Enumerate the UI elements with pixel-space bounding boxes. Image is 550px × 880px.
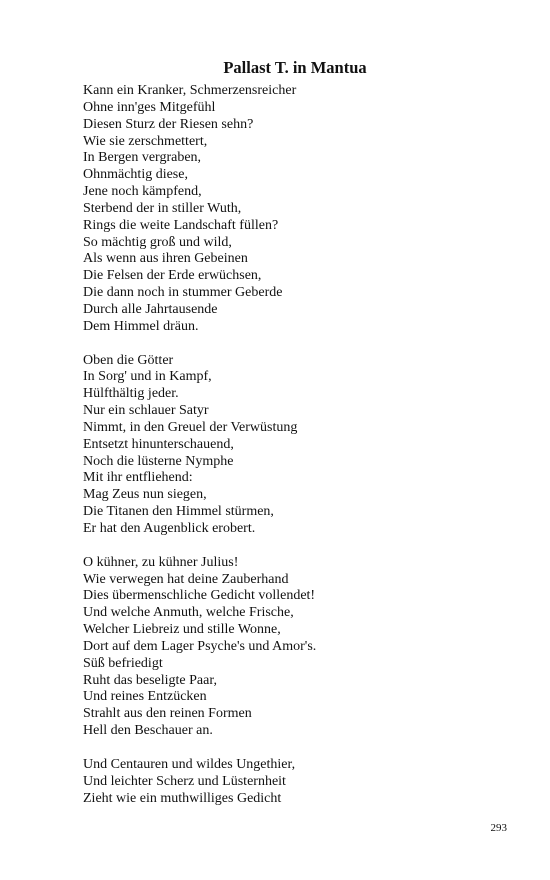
poem-line: Oben die Götter [83,352,174,368]
poem-line: Durch alle Jahrtausende [83,301,218,317]
poem-line: Diesen Sturz der Riesen sehn? [83,116,254,132]
poem-body [83,83,503,824]
poem-title: Pallast T. in Mantua [223,58,367,77]
poem-line: Dem Himmel dräun. [83,318,199,334]
poem-line: Jene noch kämpfend, [83,184,202,200]
poem-line: Mag Zeus nun siegen, [83,487,207,503]
poem-line: Hell den Beschauer an. [83,723,213,739]
poem-line: Rings die weite Landschaft füllen? [83,217,279,233]
poem-line: Die dann noch in stummer Geberde [83,285,283,301]
stanza-1 [83,83,503,336]
poem-line: Noch die lüsterne Nymphe [83,453,234,469]
poem-line: Und welche Anmuth, welche Frische, [83,605,294,621]
poem-line: Mit ihr entfliehend: [83,470,193,486]
stanza-2 [83,353,503,538]
poem-line: Die Titanen den Himmel stürmen, [83,504,274,520]
poem-line: Welcher Liebreiz und stille Wonne, [83,622,281,638]
poem-line: Entsetzt hinunterschauend, [83,436,234,452]
poem-line: So mächtig groß und wild, [83,234,232,250]
poem-line: Er hat den Augenblick erobert. [83,520,256,536]
page-number: 293 [490,822,507,834]
poem-line: Dies übermenschliche Gedicht vollendet! [83,588,316,604]
poem-line: Die Felsen der Erde erwüchsen, [83,268,262,284]
poem-line: Nur ein schlauer Satyr [83,403,209,419]
poem-line: In Bergen vergraben, [83,150,202,166]
poem-line: Wie verwegen hat deine Zauberhand [83,571,289,587]
poem-line: Strahlt aus den reinen Formen [83,706,252,722]
poem-line: O kühner, zu kühner Julius! [83,554,239,570]
poem-line: Ohnmächtig diese, [83,167,188,183]
poem-line: Ohne inn'ges Mitgefühl [83,99,216,115]
poem-line: In Sorg' und in Kampf, [83,369,212,385]
poem-line: Nimmt, in den Greuel der Verwüstung [83,419,298,435]
stanza-3 [83,555,503,740]
poem-line: Hülfthältig jeder. [83,386,179,402]
poem-line: Kann ein Kranker, Schmerzensreicher [83,83,297,98]
poem-line: Süß befriedigt [83,655,163,671]
poem-line: Und reines Entzücken [83,689,207,705]
poem-line: Wie sie zerschmettert, [83,133,208,149]
poem-line: Zieht wie ein muthwilliges Gedicht [83,790,282,806]
poem-line: Ruht das beseligte Paar, [83,672,217,688]
poem-line: Sterbend der in stiller Wuth, [83,200,242,216]
poem-line: Und Centauren und wildes Ungethier, [83,756,296,772]
poem-line: Als wenn aus ihren Gebeinen [83,251,248,267]
poem-line: Dort auf dem Lager Psyche's und Amor's. [83,638,317,654]
stanza-4 [83,757,503,808]
poem-line: Und leichter Scherz und Lüsternheit [83,773,286,789]
